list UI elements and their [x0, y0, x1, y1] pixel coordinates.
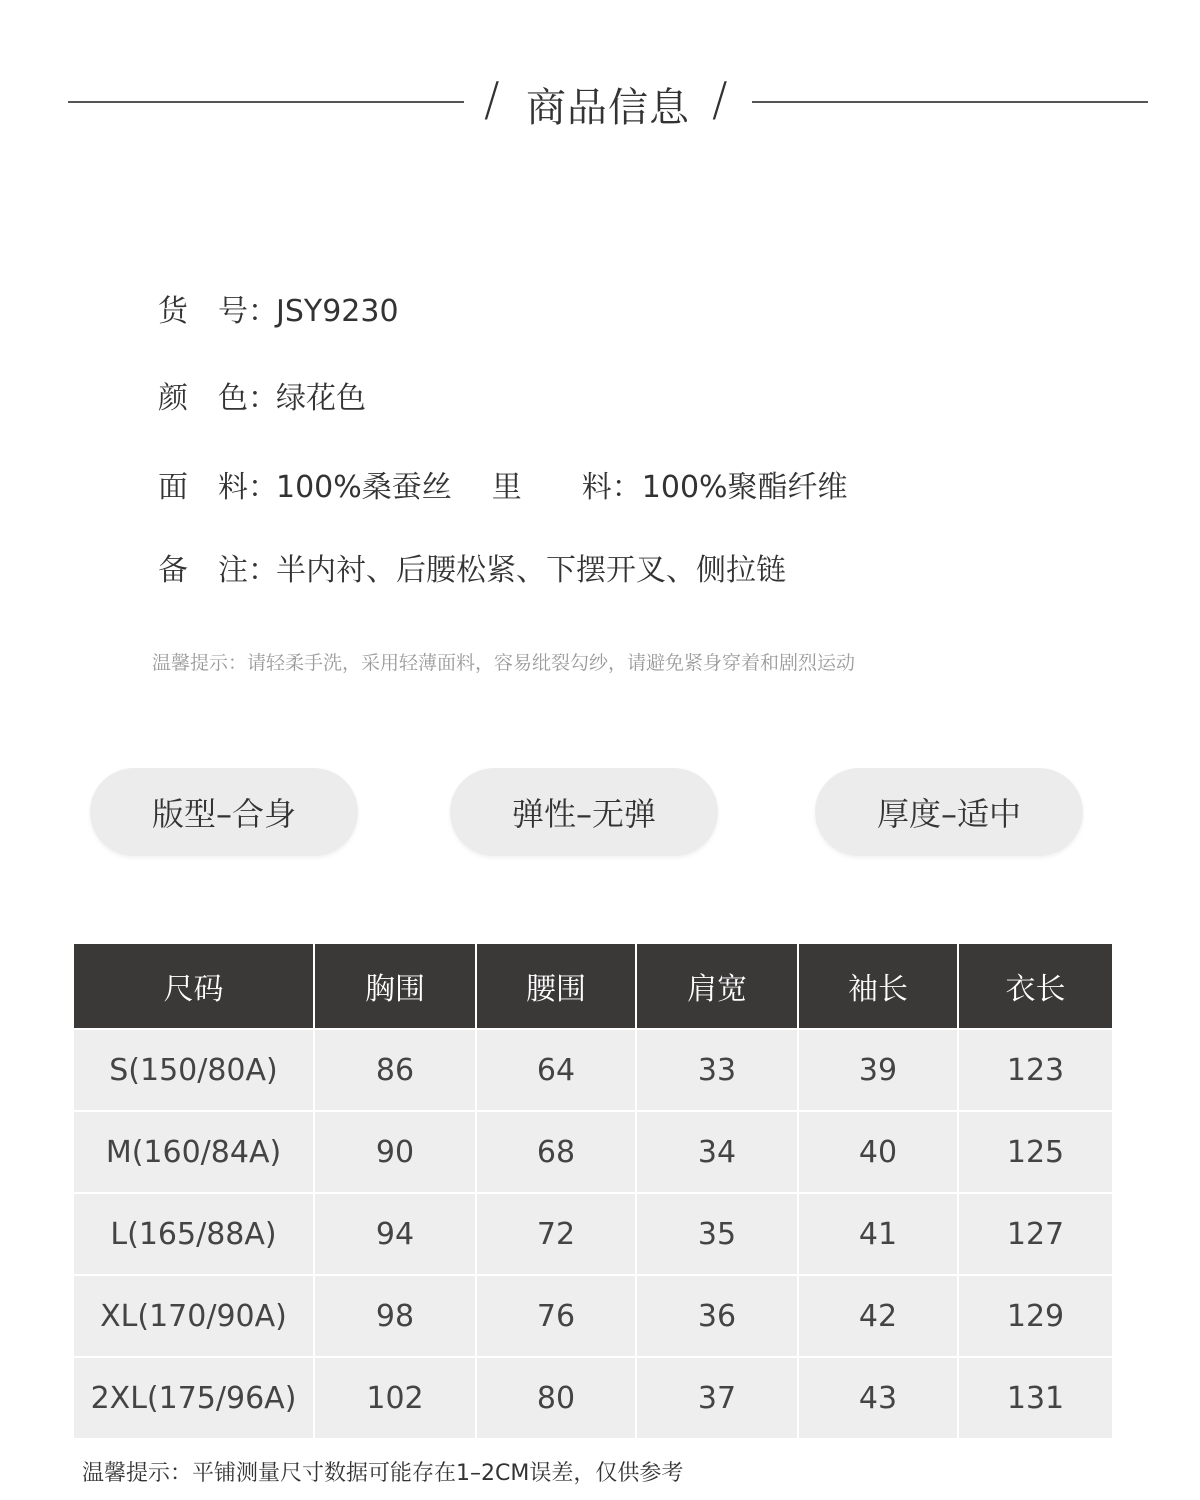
table-cell: 127 — [958, 1193, 1112, 1275]
table-cell: 40 — [798, 1111, 958, 1193]
item-no-label: 货 号： — [158, 294, 278, 329]
table-cell: 94 — [314, 1193, 476, 1275]
table-cell: 72 — [476, 1193, 636, 1275]
table-cell: 90 — [314, 1111, 476, 1193]
care-tip: 温馨提示：请轻柔手洗，采用轻薄面料，容易纰裂勾纱，请避免紧身穿着和剧烈运动 — [152, 652, 856, 674]
table-cell: 64 — [476, 1029, 636, 1111]
size-table — [74, 944, 1112, 1438]
lining-value: 100%聚酯纤维 — [641, 470, 848, 505]
info-fabric — [158, 462, 848, 506]
table-cell: 35 — [636, 1193, 798, 1275]
table-cell: 86 — [314, 1029, 476, 1111]
table-cell: 68 — [476, 1111, 636, 1193]
section-header — [0, 68, 1200, 138]
table-cell: 123 — [958, 1029, 1112, 1111]
table-cell: 33 — [636, 1029, 798, 1111]
feature-fit-badge: 版型–合身 — [90, 768, 358, 856]
table-cell: XL(170/90A) — [74, 1275, 314, 1357]
table-cell: 43 — [798, 1357, 958, 1438]
table-row — [74, 1029, 1112, 1111]
table-cell: 39 — [798, 1029, 958, 1111]
info-color — [158, 373, 366, 417]
table-cell: 125 — [958, 1111, 1112, 1193]
measurement-tip: 温馨提示：平铺测量尺寸数据可能存在1–2CM误差，仅供参考 — [82, 1461, 684, 1486]
remark-label: 备 注： — [158, 553, 278, 588]
header-slash-right: / — [712, 72, 728, 126]
table-row — [74, 1193, 1112, 1275]
fabric-value: 100%桑蚕丝 — [276, 470, 452, 505]
table-cell: 80 — [476, 1357, 636, 1438]
feature-thickness-badge: 厚度–适中 — [815, 768, 1083, 856]
table-cell: 37 — [636, 1357, 798, 1438]
table-cell: 34 — [636, 1111, 798, 1193]
column-header: 肩宽 — [636, 944, 798, 1029]
table-row — [74, 1275, 1112, 1357]
color-label: 颜 色： — [158, 381, 278, 416]
column-header: 尺码 — [74, 944, 314, 1029]
column-header: 袖长 — [798, 944, 958, 1029]
table-cell: 41 — [798, 1193, 958, 1275]
table-row — [74, 1357, 1112, 1438]
header-slash-left: / — [484, 72, 500, 126]
table-cell: L(165/88A) — [74, 1193, 314, 1275]
item-no-value: JSY9230 — [276, 294, 399, 329]
table-cell: 76 — [476, 1275, 636, 1357]
size-table-header — [74, 944, 1112, 1029]
info-remark — [158, 545, 786, 589]
fabric-label: 面 料： — [158, 470, 278, 505]
info-item-no — [158, 286, 399, 330]
remark-value: 半内衬、后腰松紧、下摆开叉、侧拉链 — [276, 553, 786, 588]
table-cell: 98 — [314, 1275, 476, 1357]
table-cell: 131 — [958, 1357, 1112, 1438]
table-cell: 36 — [636, 1275, 798, 1357]
table-cell: M(160/84A) — [74, 1111, 314, 1193]
column-header: 胸围 — [314, 944, 476, 1029]
section-title: 商品信息 — [526, 85, 690, 131]
header-divider-left — [68, 101, 464, 103]
table-cell: 42 — [798, 1275, 958, 1357]
header-divider-right — [752, 101, 1148, 103]
column-header: 衣长 — [958, 944, 1112, 1029]
table-cell: 102 — [314, 1357, 476, 1438]
column-header: 腰围 — [476, 944, 636, 1029]
feature-elasticity-badge: 弹性–无弹 — [450, 768, 718, 856]
lining-label: 里 料： — [491, 470, 642, 505]
table-cell: 129 — [958, 1275, 1112, 1357]
table-row — [74, 1111, 1112, 1193]
table-cell: S(150/80A) — [74, 1029, 314, 1111]
table-cell: 2XL(175/96A) — [74, 1357, 314, 1438]
color-value: 绿花色 — [276, 381, 366, 416]
